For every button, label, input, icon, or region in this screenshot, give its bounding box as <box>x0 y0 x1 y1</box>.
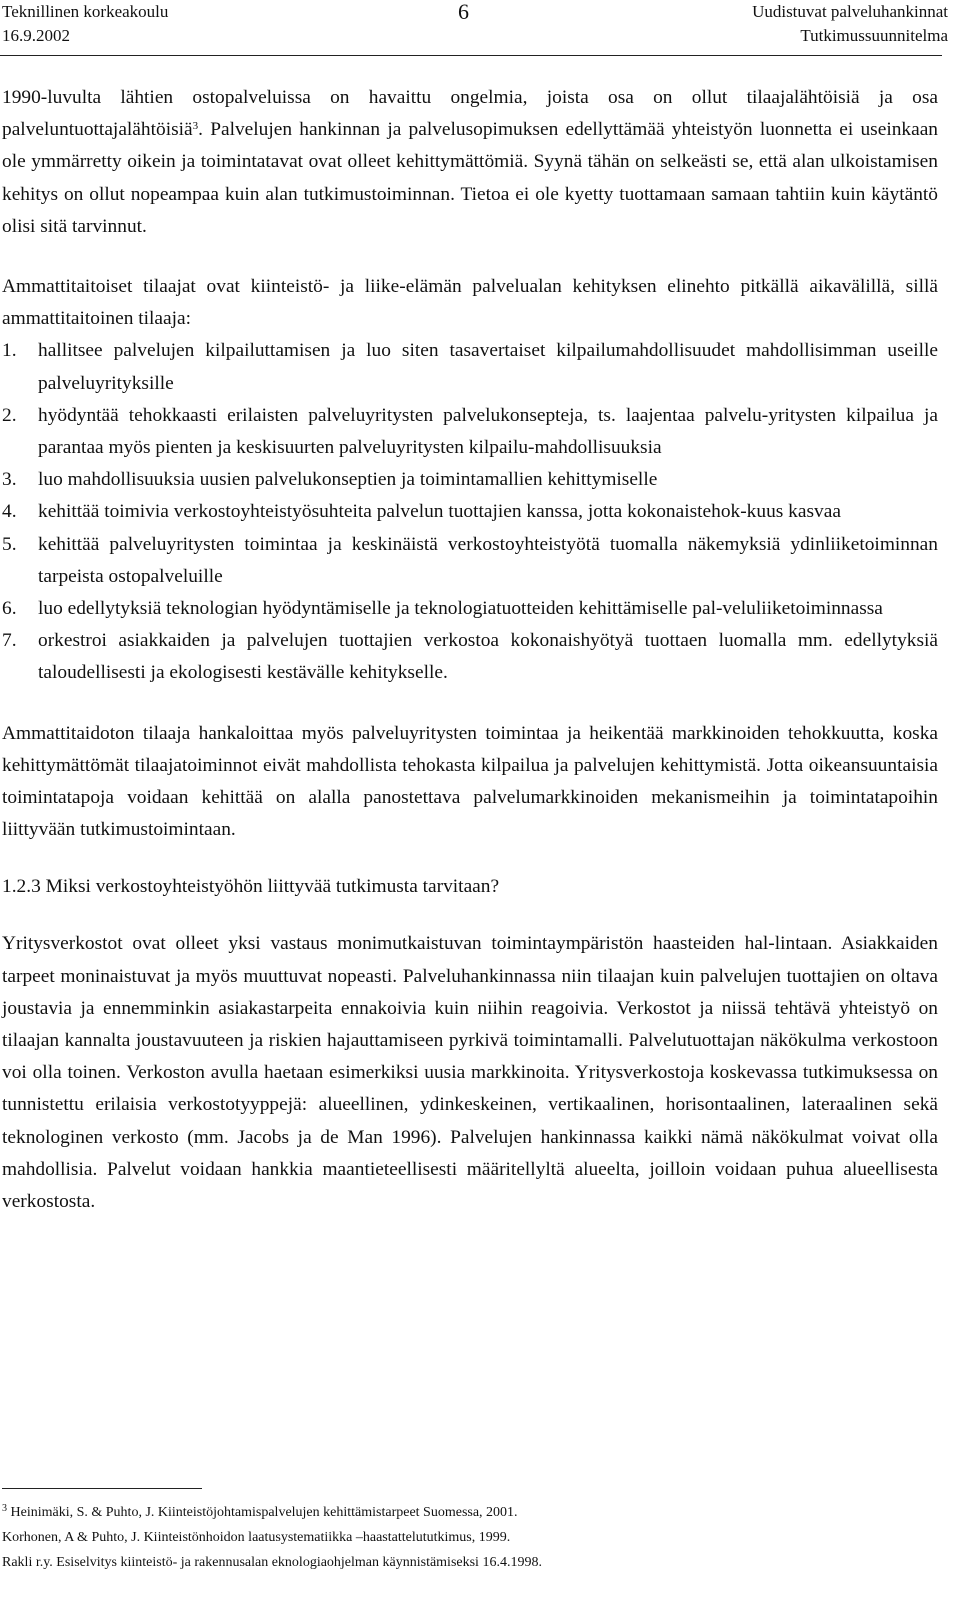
header-institution: Teknillinen korkeakoulu <box>2 2 169 21</box>
list-item-text: kehittää palveluyritysten toimintaa ja keskinäistä verkostoyhteistyötä tuomalla näkemyksiä ydinliiketoiminnan tarpeista ostopalveluille <box>38 533 938 587</box>
paragraph-unskilled-buyer: Ammattitaidoton tilaaja hankaloittaa myös palveluyritysten toimintaa ja heikentää markkinoiden tehokkuutta, koska kehittymättömät tilaajatoiminnot eivät mahdollista tehokasta kilpailua ja palvelujen kehittymistä. Jotta oikeansuuntaisia toimintatapoja voidaan kehittää on alalla panostettava palvelumarkkinoiden mekanismeihin ja toimintatapoihin liittyvään tutkimustoimintaan. <box>2 722 938 841</box>
paragraph-text: . Palvelujen hankinnan ja palvelusopimuksen edellyttämää yhteistyön luonnetta ei useinkaan ole ymmärretty oikein ja toimintatavat ovat olleet kehittymättömiä. Syynä tähän on selkeästi se, että alan ulkoistamisen kehitys on ollut nopeampaa kuin alan tutkimustoiminnan. Tietoa ei ole kyetty tuottamaan samaan tahtiin kuin käytäntö olisi sitä tarvinnut. <box>2 119 938 237</box>
list-item <box>2 529 938 593</box>
header-left <box>2 0 168 48</box>
footnote-divider <box>2 1488 202 1489</box>
list-item-number: 7. <box>2 630 17 652</box>
footnote-text: Heinimäki, S. & Puhto, J. Kiinteistöjohtamispalvelujen kehittämistarpeet Suomessa, 2001. <box>7 1505 518 1520</box>
footnote-3 <box>2 1500 938 1525</box>
header-document-type: Tutkimussuunnitelma <box>800 26 948 45</box>
header-right <box>752 0 948 48</box>
paragraph-intro: Ammattitaitoiset tilaajat ovat kiinteistö- ja liike-elämän palvelualan kehityksen elinehto pitkällä aikavälillä, sillä ammattitaitoinen tilaaja: <box>2 276 938 330</box>
paragraph-networks: Yritysverkostot ovat olleet yksi vastaus monimutkaistuvan toimintaympäristön haasteiden hal-lintaan. Asiakkaiden tarpeet moninaistuvat ja myös muuttuvat nopeasti. Palveluhankinnassa niin tilaajan kuin palvelujen tuottajien on oltava joustavia ja ennemminkin asiakastarpeita ennakoivia kuin niihin reagoivia. Verkostot ja niissä tehtävä yhteistyö on tilaajan kannalta joustavuuteen ja riskien hajauttamiseen pyrkivä toimintamalli. Palvelutuottajan näkökulma verkostoon voi olla toinen. Verkoston avulla haetaan esimerkiksi uusia markkinoita. Yritysverkostoja koskevassa tutkimuksessa on tunnistettu erilaisia verkostotyyppejä: alueellinen, ydinkeskeinen, vertikaalinen, horisontaalinen, lateraalinen sekä teknologinen verkosto (mm. Jacobs ja de Man 1996). Palvelujen hankinnassa kaikki nämä näkökulmat voivat olla mahdollisia. Palvelut voidaan hankkia maantieteellisesti määritellyltä alueelta, joilloin voidaan puhua alueellisesta verkostosta. <box>2 933 938 1213</box>
list-item-text: orkestroi asiakkaiden ja palvelujen tuottajien verkostoa kokonaishyötyä tuottaen luomalla mm. edellytyksiä taloudellisesti ja ekologisesti kestävälle kehitykselle. <box>38 630 938 684</box>
footnote-reference: Rakli r.y. Esiselvitys kiinteistö- ja rakennusalan eknologiaohjelman käynnistämiseksi 16.4.1998. <box>2 1555 542 1570</box>
list-item <box>2 335 938 399</box>
paragraph-problems <box>2 82 938 243</box>
page-number: 6 <box>458 0 469 24</box>
footnote-ref-3[interactable]: 3 <box>192 120 199 133</box>
section-heading: 1.2.3 Miksi verkostoyhteistyöhön liittyvää tutkimusta tarvitaan? <box>2 876 500 898</box>
list-item-number: 4. <box>2 501 17 523</box>
list-item-number: 6. <box>2 598 17 620</box>
list-item-number: 3. <box>2 469 17 491</box>
list-item <box>2 464 938 496</box>
list-item-number: 1. <box>2 340 17 362</box>
list-item-text: hallitsee palvelujen kilpailuttamisen ja luo siten tasavertaiset kilpailumahdollisuudet mahdollisimman useille palveluyrityksille <box>38 340 938 394</box>
header-project-title: Uudistuvat palveluhankinnat <box>752 2 948 21</box>
footnotes <box>2 1500 938 1575</box>
list-item <box>2 400 938 464</box>
list-item-text: luo mahdollisuuksia uusien palvelukonseptien ja toimintamallien kehittymiselle <box>38 469 658 491</box>
list-item-text: hyödyntää tehokkaasti erilaisten palveluyritysten palvelukonsepteja, ts. laajentaa palvelu-yritysten kilpailua ja parantaa myös pienten ja keskisuurten palveluyritysten kilpailu-mahdollisuuksia <box>38 404 938 459</box>
list-item <box>2 496 938 528</box>
footnote-reference: Korhonen, A & Puhto, J. Kiinteistönhoidon laatusystematiikka –haastattelututkimus, 1999. <box>2 1530 511 1545</box>
list-item-text: kehittää toimivia verkostoyhteistyösuhteita palvelun tuottajien kanssa, jotta kokonaistehok-kuus kasvaa <box>38 501 841 523</box>
requirements-list <box>2 335 938 689</box>
list-item <box>2 593 938 625</box>
main-content <box>2 82 938 1218</box>
header-divider <box>0 55 942 56</box>
list-item-number: 5. <box>2 533 17 555</box>
footnote-marker: 3 <box>2 1503 7 1514</box>
list-item-text: luo edellytyksiä teknologian hyödyntämiselle ja teknologiatuotteiden kehittämiselle pal-veluliiketoiminnassa <box>38 598 883 620</box>
header-date: 16.9.2002 <box>2 26 70 45</box>
list-item <box>2 625 938 689</box>
paragraph-text: 1990-luvulta lähtien ostopalveluissa on havaittu ongelmia, joista osa on ollut tilaajalähtöisiä ja osa palveluntuottajalähtöisiä <box>2 87 938 141</box>
list-item-number: 2. <box>2 404 17 426</box>
